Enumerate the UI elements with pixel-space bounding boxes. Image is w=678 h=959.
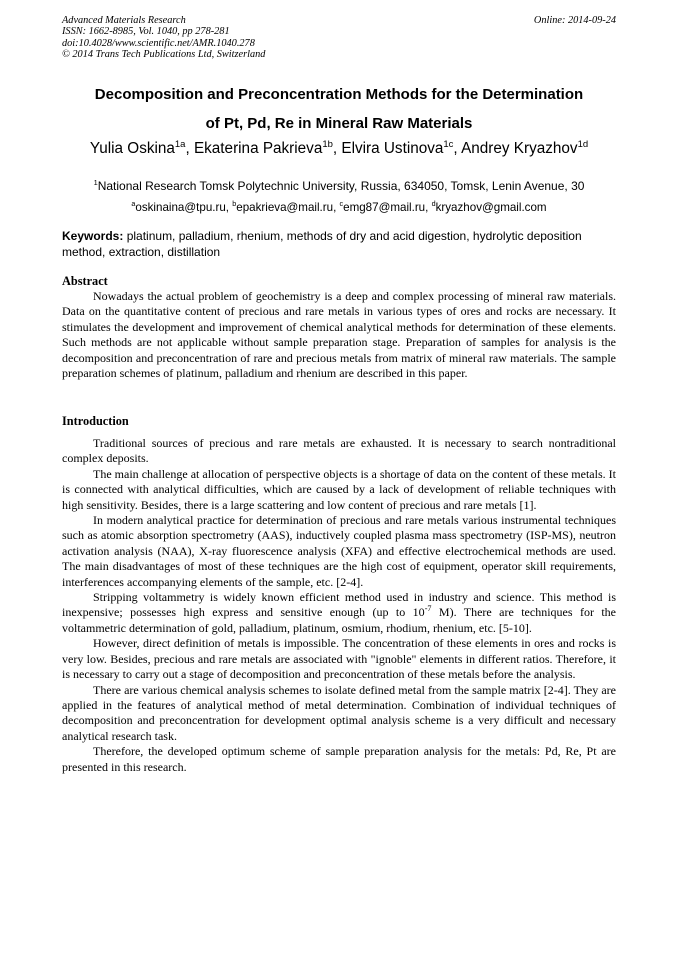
intro-paragraph: There are various chemical analysis schemes to isolate defined metal from the sample matrix [2-4]. They are applied in the features of analytical method of metal determination. Combination of individual techniques of decomposition and preconcentration for development optimal analysis scheme is a very difficult and necessary analytical research task. — [62, 682, 616, 743]
email-mark: a — [131, 199, 136, 209]
email-address: kryazhov@gmail.com — [435, 201, 547, 214]
author-list: Yulia Oskina$^{1a}$, Ekaterina Pakrieva$^{1b}$, Elvira Ustinova$^{1c}$, Andrey Kryazhov$^{1d}$ — [89, 138, 589, 157]
author-name: Elvira Ustinova — [341, 140, 444, 157]
title-line-1: Decomposition and Preconcentration Methods for the Determination — [94, 86, 584, 103]
journal-name: Advanced Materials Research — [62, 15, 186, 26]
affiliation-text: National Research Tomsk Polytechnic University, Russia, 634050, Tomsk, Lenin Avenue, 30 — [97, 179, 585, 193]
email-mark: d — [431, 199, 436, 209]
paper-title — [62, 80, 616, 138]
email-list: $^a$oskinaina@tpu.ru, $^b$epakrieva@mail.ru, $^c$emg87@mail.ru, $^d$kryazhov@gmail.com — [131, 199, 547, 214]
journal-doi: doi:10.4028/www.scientific.net/AMR.1040.278 — [62, 37, 255, 49]
author-affiliation-mark: 1b — [322, 138, 333, 150]
keywords-text: platinum, palladium, rhenium, methods of dry and acid digestion, hydrolytic deposition method, extraction, distillation — [62, 229, 582, 259]
email-address: epakrieva@mail.ru — [236, 201, 334, 214]
intro-paragraph: In modern analytical practice for determination of precious and rare metals various instrumental techniques such as atomic absorption spectrometry (AAS), inductively coupled plasma mass spectrometry (ISP-MS), neutron activation analysis (NAA), X-ray fluorescence analysis (XFA) and effective electrochemical methods are used. The main disadvantages of most of these techniques are the high cost of equipment, operator skill requirements, interferences accompanying elements of the sample, etc. [2-4]. — [62, 513, 616, 589]
online-date: Online: 2014-09-24 — [533, 15, 616, 26]
author-name: Ekaterina Pakrieva — [193, 140, 323, 157]
email-address: oskinaina@tpu.ru — [135, 201, 226, 214]
abstract-body — [62, 289, 616, 381]
journal-copyright: © 2014 Trans Tech Publications Ltd, Switzerland — [62, 48, 266, 60]
journal-issn: ISSN: 1662-8985, Vol. 1040, pp 278-281 — [62, 26, 230, 38]
email-address: emg87@mail.ru — [343, 201, 426, 214]
abstract-heading: Abstract — [62, 274, 108, 288]
intro-text: M). There are techniques for the voltammetric determination of gold, palladium, platinum, osmium, rhodium, rhenium, etc. [5-10]. — [62, 605, 617, 635]
exponent: -7 — [424, 604, 432, 614]
intro-paragraph: Therefore, the developed optimum scheme of sample preparation analysis for the metals: Pd, Re, Pt are presented in this research. — [62, 744, 616, 774]
intro-paragraph: Traditional sources of precious and rare metals are exhausted. It is necessary to search nontraditional complex deposits. — [62, 436, 616, 466]
author-affiliation-mark: 1a — [174, 138, 186, 150]
intro-paragraph: However, direct definition of metals is impossible. The concentration of these elements in ores and rocks is very low. Besides, precious and rare metals are associated with "ignoble" elements in different ratios. Therefore, it is necessary to carry out a stage of decomposition and preconcentration of these metals before the analysis. — [62, 636, 616, 682]
author-affiliation-mark: 1d — [577, 138, 589, 150]
intro-text: Stripping voltammetry is widely known efficient method used in industry and science. This method is inexpensive; possesses high express and sensitive enough (up to 10 — [62, 590, 616, 620]
affiliation — [40, 178, 638, 194]
journal-header — [62, 15, 616, 60]
keywords-label: Keywords: — [62, 229, 124, 243]
author-affiliation-mark: 1c — [443, 138, 454, 150]
intro-paragraph: The main challenge at allocation of perspective objects is a shortage of data on the content of these metals. It is connected with analytical difficulties, which are caused by a lack of development of reliable techniques with high sensitivity. Besides, there is a large scattering and low content of precious and rare metals [1]. — [62, 466, 616, 512]
intro-paragraph — [62, 590, 616, 636]
email-mark: b — [232, 199, 237, 209]
title-line-2: of Pt, Pd, Re in Mineral Raw Materials — [205, 115, 473, 132]
introduction-heading: Introduction — [62, 414, 129, 428]
introduction-body — [62, 436, 616, 775]
affiliation-mark: 1 — [93, 178, 98, 187]
author-name: Andrey Kryazhov — [461, 140, 578, 157]
author-name: Yulia Oskina — [89, 140, 175, 157]
abstract-paragraph: Nowadays the actual problem of geochemistry is a deep and complex processing of mineral raw materials. Data on the quantitative content of precious and rare metals in various types of ores and rocks are necessary. It stimulates the development and improvement of chemical analytical methods for determination of these elements. Such methods are not applicable without sample preparation stage. Preparation of samples for analysis is the decomposition and preconcentration of rare and precious metals from matrix of mineral raw materials. The sample preparation schemes of platinum, palladium and rhenium are described in this paper. — [62, 289, 616, 381]
email-mark: c — [339, 199, 344, 209]
keywords — [62, 228, 616, 260]
